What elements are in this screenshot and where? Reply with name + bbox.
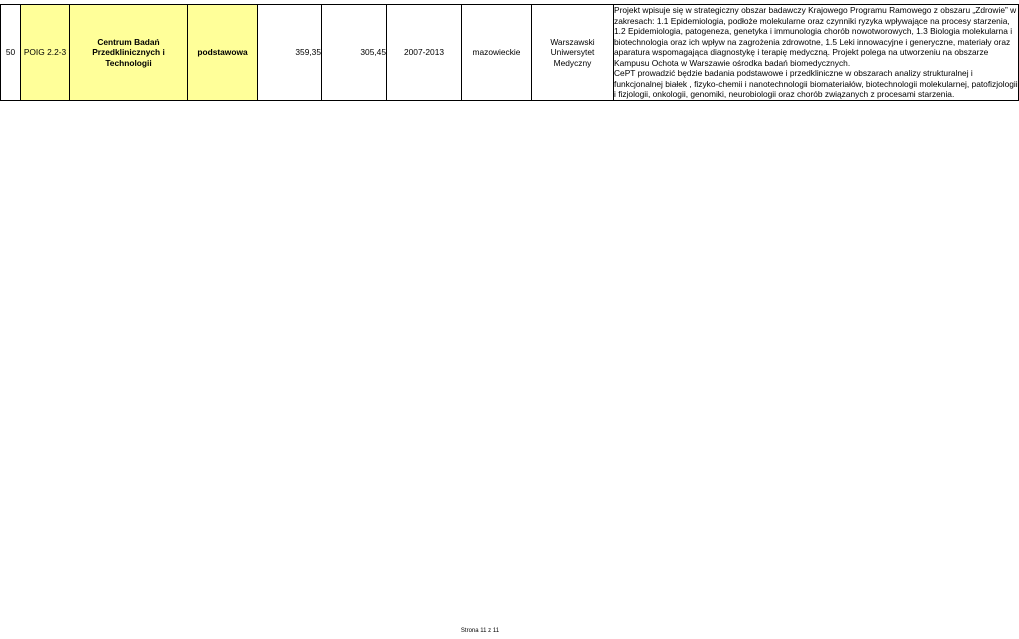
beneficiary: Warszawski Uniwersytet Medyczny — [532, 5, 614, 101]
period: 2007-2013 — [387, 5, 462, 101]
voivodeship: mazowieckie — [462, 5, 532, 101]
total-cost: 359,35 — [258, 5, 322, 101]
project-name: Centrum Badań Przedklinicznych i Technologii — [70, 5, 188, 101]
project-description — [614, 5, 1019, 101]
description-paragraph-1: Projekt wpisuje się w strategiczny obszar badawczy Krajowego Programu Ramowego z obszaru „Zdrowie” w zakresach: 1.1 Epidemiologia, podłoże molekularne oraz czynniki ryzyka wpływające na procesy starzenia, 1.2 Epidemiologia, patogeneza, genetyka i immunologia chorób nowotworowych, 1.3 Biologia molekularna i biotechnologia oraz ich wpływ na zagrożenia zdrowotne, 1.5 Leki innowacyjne i generyczne, materiały oraz aparatura wspomagająca diagnostykę i terapię medyczną. Projekt polega na utworzeniu na obszarze Kampusu Ochota w Warszawie ośrodka badań biomedycznych. — [614, 5, 1017, 68]
program-code: POIG 2.2-3 — [21, 5, 70, 101]
table-row — [1, 5, 1019, 101]
project-table — [0, 4, 1019, 101]
page-footer: Strona 11 z 11 — [460, 628, 500, 634]
project-type: podstawowa — [188, 5, 258, 101]
eu-funding: 305,45 — [322, 5, 387, 101]
row-number: 50 — [1, 5, 21, 101]
description-paragraph-2: CePT prowadzić będzie badania podstawowe i przedkliniczne w obszarach analizy strukturalnej i funkcjonalnej białek , fizyko-chemii i nanotechnologii biomateriałów, biotechnologii molekularnej, patofizjologii i fizjologii, onkologii, genomiki, neurobiologii oraz chorób związanych z procesami starzenia. — [614, 68, 1018, 99]
